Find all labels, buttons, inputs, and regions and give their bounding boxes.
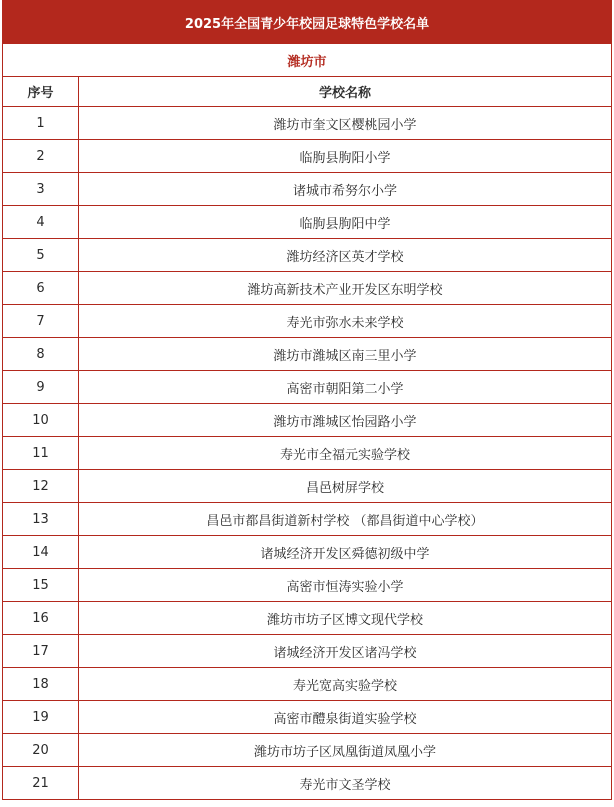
school-name-cell: 高密市恒涛实验小学 (79, 569, 612, 602)
row-index-cell: 6 (3, 272, 79, 305)
school-name-cell: 诸城经济开发区诸冯学校 (79, 635, 612, 668)
row-index-cell: 3 (3, 173, 79, 206)
table-row (3, 107, 612, 140)
row-index-cell: 13 (3, 503, 79, 536)
row-index-cell: 14 (3, 536, 79, 569)
title-row (3, 1, 612, 44)
school-name-cell: 潍坊高新技术产业开发区东明学校 (79, 272, 612, 305)
row-index-cell: 21 (3, 767, 79, 800)
school-name-cell: 寿光市全福元实验学校 (79, 437, 612, 470)
school-list-table (2, 0, 612, 800)
school-name-cell: 潍坊市潍城区南三里小学 (79, 338, 612, 371)
row-index-cell: 5 (3, 239, 79, 272)
row-index-cell: 11 (3, 437, 79, 470)
school-name-cell: 潍坊市潍城区怡园路小学 (79, 404, 612, 437)
row-index-cell: 4 (3, 206, 79, 239)
column-header-index: 序号 (3, 77, 79, 107)
table-row (3, 206, 612, 239)
row-index-cell: 15 (3, 569, 79, 602)
table-row (3, 239, 612, 272)
school-name-cell: 潍坊市坊子区凤凰街道凤凰小学 (79, 734, 612, 767)
school-name-cell: 高密市醴泉街道实验学校 (79, 701, 612, 734)
table-row (3, 503, 612, 536)
school-name-cell: 潍坊经济区英才学校 (79, 239, 612, 272)
table-row (3, 140, 612, 173)
school-name-cell: 寿光宽高实验学校 (79, 668, 612, 701)
school-name-cell: 诸城经济开发区舜德初级中学 (79, 536, 612, 569)
table-row (3, 371, 612, 404)
row-index-cell: 17 (3, 635, 79, 668)
school-name-cell: 寿光市文圣学校 (79, 767, 612, 800)
city-heading: 潍坊市 (3, 44, 612, 77)
row-index-cell: 10 (3, 404, 79, 437)
row-index-cell: 18 (3, 668, 79, 701)
row-index-cell: 8 (3, 338, 79, 371)
row-index-cell: 19 (3, 701, 79, 734)
school-name-cell: 诸城市希努尔小学 (79, 173, 612, 206)
table-row (3, 305, 612, 338)
row-index-cell: 16 (3, 602, 79, 635)
row-index-cell: 2 (3, 140, 79, 173)
table-row (3, 734, 612, 767)
school-name-cell: 高密市朝阳第二小学 (79, 371, 612, 404)
school-name-cell: 潍坊市坊子区博文现代学校 (79, 602, 612, 635)
school-name-cell: 临朐县朐阳小学 (79, 140, 612, 173)
row-index-cell: 7 (3, 305, 79, 338)
row-index-cell: 20 (3, 734, 79, 767)
table-row (3, 701, 612, 734)
table-row (3, 536, 612, 569)
table-row (3, 767, 612, 800)
row-index-cell: 9 (3, 371, 79, 404)
school-name-cell: 昌邑树屏学校 (79, 470, 612, 503)
table-row (3, 602, 612, 635)
table-row (3, 338, 612, 371)
row-index-cell: 1 (3, 107, 79, 140)
table-row (3, 272, 612, 305)
table-row (3, 668, 612, 701)
school-name-cell: 寿光市弥水未来学校 (79, 305, 612, 338)
table-row (3, 404, 612, 437)
table-row (3, 569, 612, 602)
city-row (3, 44, 612, 77)
table-row (3, 470, 612, 503)
school-name-cell: 昌邑市都昌街道新村学校 （都昌街道中心学校） (79, 503, 612, 536)
table-row (3, 173, 612, 206)
table-row (3, 635, 612, 668)
column-header-row (3, 77, 612, 107)
row-index-cell: 12 (3, 470, 79, 503)
column-header-name: 学校名称 (79, 77, 612, 107)
table-title: 2025年全国青少年校园足球特色学校名单 (3, 1, 612, 44)
school-name-cell: 临朐县朐阳中学 (79, 206, 612, 239)
table-row (3, 437, 612, 470)
school-name-cell: 潍坊市奎文区樱桃园小学 (79, 107, 612, 140)
